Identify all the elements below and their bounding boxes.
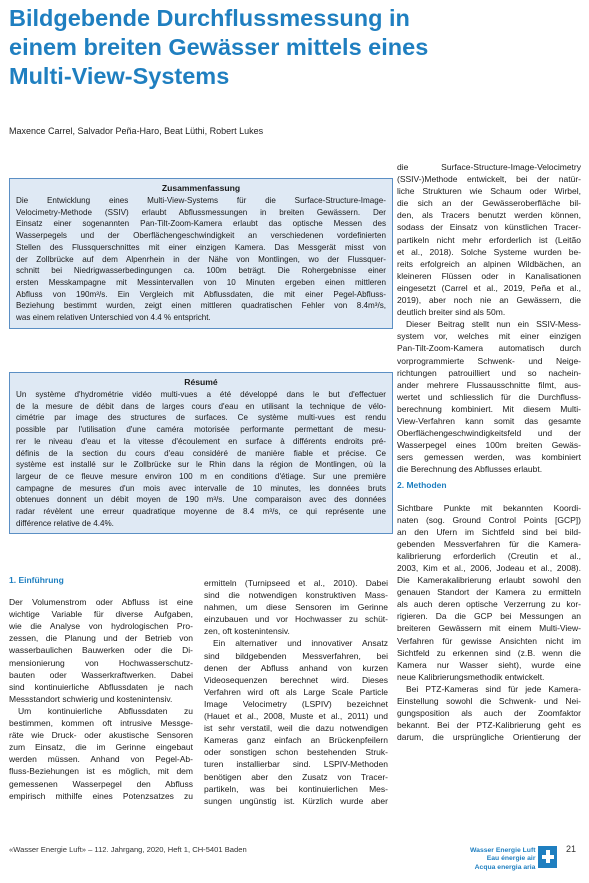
text-line: système est installé sur le Zollbrücke sur le Rhin dans la région de Montlingen, où la xyxy=(16,460,386,470)
text-line: schnitt bei Niedrigwasserbedingungen ca. 100m beträgt. Die Rohergebnisse einer xyxy=(16,266,386,276)
text-line: ersten Messkampagne mit Messintervallen von 10 Minuten ergeben einen mittleren xyxy=(16,277,386,287)
title-line: einem breiten Gewässer mittels eines xyxy=(9,34,429,60)
text-line: richtungen patrouilliert und so nachein- xyxy=(397,367,581,378)
text-line: Einstellung sowohl die Schwenk- und Nei- xyxy=(397,696,581,707)
text-line: gemessenen Wasserpegel den Abfluss xyxy=(9,778,193,789)
text-line: darum, die ursprüngliche Orientierung der xyxy=(397,732,581,743)
text-line: räte wie Druck- oder akustische Sensoren xyxy=(9,730,193,741)
text-line: Image Velocimetry (LSPIV) bezeichnet xyxy=(204,698,388,709)
text-line: werden müssen. Anhand von Pegel-Ab- xyxy=(9,754,193,765)
text-line: die Berechnung des Abflusses erlaubt. xyxy=(397,464,543,475)
text-line: rigieren. Da die GCP bei Messungen an xyxy=(397,611,581,622)
text-line: reits erfolgreich an alpinen Wildbächen, an xyxy=(397,258,581,269)
text-line: Ein alternativer und innovativer Ansatz xyxy=(213,638,388,649)
text-line: berechnung kombiniert. Mit diesem Multi- xyxy=(397,403,581,414)
zusammenfassung-text xyxy=(16,195,386,324)
resume-box xyxy=(9,372,393,534)
text-line: (SSIV-)Methode entwickelt, bei der natür- xyxy=(397,174,581,185)
text-line: View-Verfahren kann somit das gesamte xyxy=(397,415,581,426)
article-title xyxy=(9,4,579,91)
text-line: fluss-Beziehungen ist es möglich, mit dem xyxy=(9,766,193,777)
authors: Maxence Carrel, Salvador Peña-Haro, Beat Lüthi, Robert Lukes xyxy=(9,126,264,136)
text-line: zen, oft kostenintensiv. xyxy=(204,626,290,637)
text-line: bekannt. Bei der PTZ-Kalibrierung geht es xyxy=(397,720,581,731)
text-line: wertet und schliesslich für die Durchfluss- xyxy=(397,391,581,402)
column-2 xyxy=(204,577,388,807)
text-line: zessen, die Planung und der Betrieb von xyxy=(9,633,193,644)
text-line: benötigen aber den Zusatz von Tracer- xyxy=(204,771,388,782)
text-line: ist sehr verstatil, weil die dazu notwendigen xyxy=(204,723,388,734)
text-line: (Hauet et al., 2008, Muste et al., 2011) und xyxy=(204,711,388,722)
text-line: eingesetzt (Carrel et al., 2019, Peña et al., xyxy=(397,282,581,293)
text-line: Um kontinuierliche Abflussdaten zu xyxy=(18,705,193,716)
text-line: sungen ungünstig ist. Kürzlich wurde aber xyxy=(204,795,388,806)
text-line: partikeln, was bei kontinuierlichen Mes- xyxy=(204,783,388,794)
text-line: Einsatz einer sogenannten Pan-Tilt-Zoom-Kamera erlaubt das optische Messen des xyxy=(16,219,386,229)
text-line: et al., 2018). Solche Systeme wurden be- xyxy=(397,246,581,257)
text-line: wie die Analyse von hydrologischen Pro- xyxy=(9,621,193,632)
text-line: einzubauen und vor Hochwasser zu schüt- xyxy=(204,614,388,625)
text-line: 2019), aber noch nie an Gewässern, die xyxy=(397,295,581,306)
publisher-logo-text xyxy=(470,847,535,872)
column-3-text xyxy=(397,161,581,475)
text-line: Wasserpegel eines 100m breiten Gewäs- xyxy=(397,440,581,451)
title-line: Multi-View-Systems xyxy=(9,63,230,89)
text-line: Der Volumenstrom oder Abfluss ist eine xyxy=(9,597,193,608)
text-line: wasserbaulichen Bauwerken oder die Di- xyxy=(9,645,193,656)
text-line: sind die notwendigen konstruktiven Mass- xyxy=(204,590,388,601)
text-line: sind kontinuierliche Abflussdaten je nach xyxy=(9,681,193,692)
journal-footer: «Wasser Energie Luft» – 112. Jahrgang, 2020, Heft 1, CH-5401 Baden xyxy=(9,845,247,854)
text-line: gungsposition als auch der Zoomfaktor xyxy=(397,708,581,719)
text-line: cimétrie par image des structures de surfaces. Ce système multi-vues est rendu xyxy=(16,413,386,423)
column-1-text xyxy=(9,596,193,802)
text-line: Pan-Tilt-Zoom-Kamera automatisch durch xyxy=(397,343,581,354)
text-line: genauen Standort der Kamera zu ermitteln xyxy=(397,587,581,598)
text-line: différence relative de 4.4%. xyxy=(16,518,114,528)
text-line: nahmen, um diese Sensoren im Gerinne xyxy=(204,602,388,613)
text-line: Oberflächengeschwindigkeitsfeld und der xyxy=(397,428,581,439)
text-line: possible par l'utilisation d'une caméra motorisée performante permettant de mesu- xyxy=(16,425,386,435)
text-line: was einem relativen Unterschied von 4.4 % entspricht. xyxy=(16,313,211,323)
text-line: kleineren Flüssen oder in Kanalisationen xyxy=(397,270,581,281)
text-line: als auch deren optische Verzerrung zu kor- xyxy=(397,599,581,610)
text-line: Un système d'hydrométrie vidéo multi-vues a été développé dans le but d'effectuer xyxy=(16,390,386,399)
text-line: Verfahren wird oft als Large Scale Particle xyxy=(204,686,388,697)
text-line: wichtige Variable für diverse Aufgaben, xyxy=(9,609,193,620)
text-line: vorprogrammierte Schwenk- und Neige- xyxy=(397,355,581,366)
text-line: an den Ufern im Sichtfeld sind bei bild- xyxy=(397,526,581,537)
text-line: Beziehung bestimmt wurden, zeigt einen mittleren quadratischen Fehler von 8.4m³/s, xyxy=(16,301,386,311)
text-line: system vor, welches mit einer einzigen xyxy=(397,331,581,342)
text-line: die Surface-Structure-Image-Velocimetry xyxy=(397,162,581,172)
text-line: partikeln nicht mehr erforderlich ist (Leitão xyxy=(397,234,581,245)
text-line: ander mehrere Flussausschnitte filmt, aus- xyxy=(397,379,581,390)
text-line: Sichtfeld zu erkennen sind (z.B. wenn die xyxy=(397,647,581,658)
resume-text xyxy=(16,389,386,529)
section-heading-methoden: 2. Methoden xyxy=(397,480,447,491)
text-line: die sich an der Gewässeroberfläche bil- xyxy=(397,198,581,209)
text-line: sind bildgebenden Messverfahren, bei xyxy=(204,650,388,661)
column-2-text xyxy=(204,577,388,807)
text-line: deutlich breiter sind als 50m. xyxy=(397,307,506,318)
text-line: Bei PTZ-Kameras sind für jede Kamera- xyxy=(406,683,581,694)
text-line: obtenues donnent un débit moyen de 190 m³/s. Une comparaison avec des données xyxy=(16,495,386,505)
text-line: Videosequenzen berechnet wird. Dieses xyxy=(204,674,388,685)
text-line: denen der Abfluss anhand von kurzen xyxy=(204,662,388,673)
text-line: Kameras ganz einfach an Brückenpfeilern xyxy=(204,735,388,746)
text-line: naten (sog. Ground Control Points [GCP]) xyxy=(397,514,581,525)
column-3 xyxy=(397,161,581,743)
text-line: Verfahren für gewisse Ansichten nicht im xyxy=(397,635,581,646)
text-line: kalibrierung erforderlich (Creutin et al., xyxy=(397,550,581,561)
text-line: empirisch mithilfe eines Potenzsatzes zu xyxy=(9,790,193,801)
text-line: gebenden Messverfahren für die Kamera- xyxy=(397,538,581,549)
text-line: mensionierung von Hochwasserschutz- xyxy=(9,657,193,668)
column-1 xyxy=(9,570,193,802)
text-line: neue Kalibrierungsmethodik entwickelt. xyxy=(397,671,545,682)
text-line: ermitteln (Turnipseed et al., 2010). Dabei xyxy=(204,578,388,588)
text-line: Kamera nur Wasser sieht), wurde eine xyxy=(397,659,581,670)
resume-heading: Résumé xyxy=(184,377,218,387)
zusammenfassung-heading: Zusammenfassung xyxy=(161,183,241,193)
text-line: Sichtbare Punkte mit bekannten Koordi- xyxy=(397,502,581,513)
text-line: campagne de mesures d'un mois avec intervalle de 10 minutes, les données bruts xyxy=(16,483,386,493)
text-line: turen installierbar sind. LSPIV-Methoden xyxy=(204,759,388,770)
text-line: largeur de ce fleuve mesure environ 100 m en conditions d'étiage. Sur une première xyxy=(16,471,386,481)
text-line: oder sonstigen schon bestehenden Struk- xyxy=(204,747,388,758)
section-heading-einfuehrung: 1. Einführung xyxy=(9,575,64,585)
text-line: bauten oder Wasserkraftwerken. Dabei xyxy=(9,669,193,680)
text-line: den, als Tracers benutzt werden können, xyxy=(397,210,581,221)
text-line: radar révèlent une erreur quadratique moyenne de 8.4 m³/s, ce qui représente une xyxy=(16,507,386,517)
text-line: Messstandort schwierig und kostenintensiv. xyxy=(9,693,173,704)
text-line: zum Einsatz, die im Gerinne eingebaut xyxy=(9,742,193,753)
logo-line: Acqua energia aria xyxy=(474,863,536,871)
text-line: 2003, Kim et al., 2006, Jodeau et al., 2008). xyxy=(397,563,581,573)
title-line: Bildgebende Durchflussmessung in xyxy=(9,5,410,31)
logo-line: Wasser Energie Luft xyxy=(470,847,536,854)
text-line: Die Kamerakalibrierung erlaubt sowohl den xyxy=(397,575,581,586)
text-line: liche Strukturen wie Schaum oder Wirbel, xyxy=(397,186,581,197)
text-line: Wasserpegels und der Oberflächengeschwindigkeit an verschiedenen vordefinierten xyxy=(16,231,386,241)
text-line: de la mesure de débit dans de larges cours d'eau en utilisant la technique de vélo- xyxy=(16,401,386,411)
column-3-text-methoden xyxy=(397,502,581,744)
text-line: Die Entwicklung eines Multi-View-Systems für die Surface-Structure-Image- xyxy=(16,196,386,205)
text-line: définis de la section du cours d'eau considéré de manière fiable et précise. Ce xyxy=(16,448,386,458)
text-line: sodass der Einsatz von künstlichen Tracer- xyxy=(397,222,581,233)
text-line: bestimmen, kommen oft intrusive Messge- xyxy=(9,718,193,729)
text-line: Abfluss von 190m³/s. Ein Vergleich mit Abflussdaten, die mit einer Pegel-Abfluss- xyxy=(16,289,386,299)
text-line: rer le niveau d'eau et la vitesse d'écoulement en surface à différents endroits pré- xyxy=(16,436,386,446)
text-line: Dieser Beitrag stellt nun ein SSIV-Mess- xyxy=(406,319,581,330)
swiss-cross-icon xyxy=(538,846,557,868)
text-line: sers gemessen werden, was kombiniert xyxy=(397,452,581,463)
logo-line: Eau énergie air xyxy=(486,855,536,863)
text-line: Stellen des Flussquerschnittes mit einer einzigen Kamera. Das Messgerät misst von xyxy=(16,242,386,252)
text-line: breiteren Gewässern mit einem Multi-View- xyxy=(397,623,581,634)
zusammenfassung-box xyxy=(9,178,393,329)
text-line: der Zollbrücke auf dem Alpenrhein in der Nähe von Montlingen, wo der Flussquer- xyxy=(16,254,386,264)
text-line: Velocimetry-Methode (SSIV) erlaubt Abflussmessungen in breiten Gewässern. Der xyxy=(16,207,386,217)
page-number: 21 xyxy=(566,844,577,854)
